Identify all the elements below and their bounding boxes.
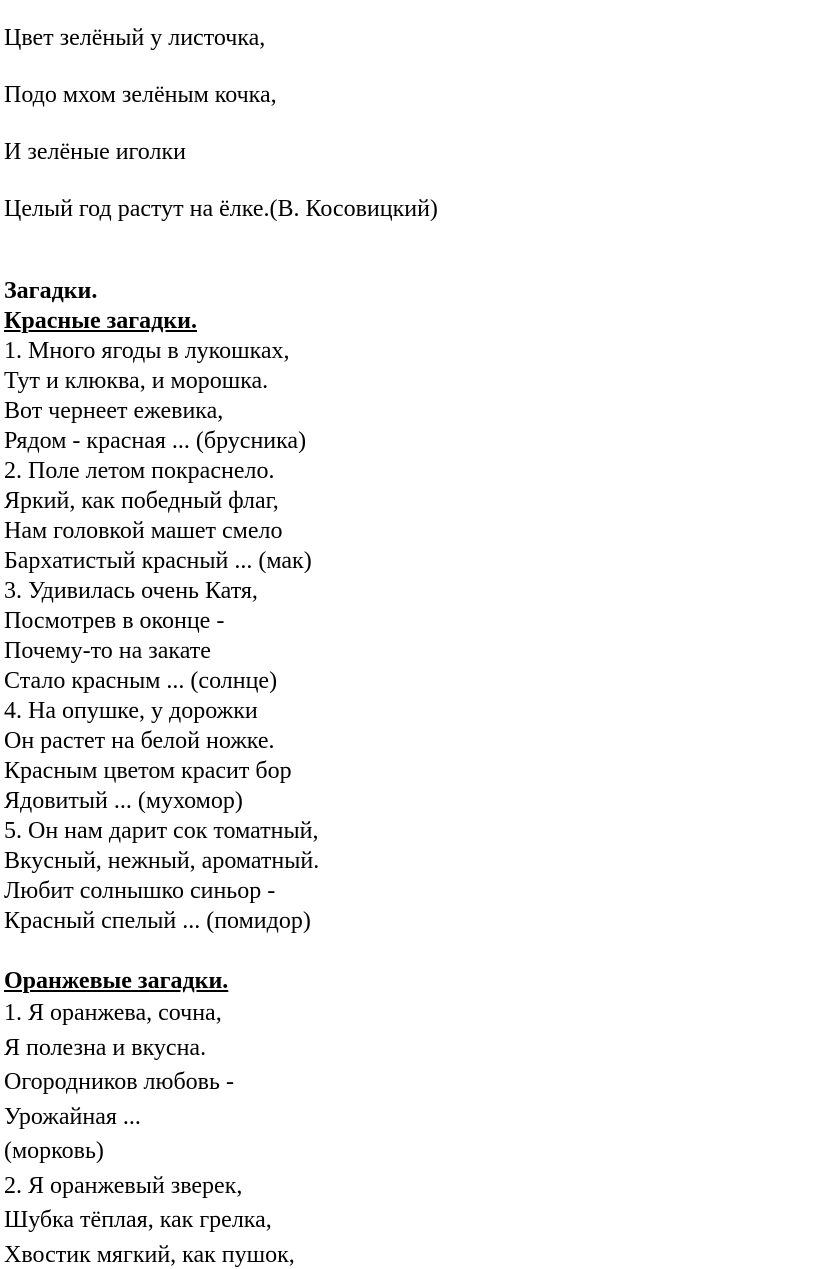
riddle-line: 1. Я оранжева, сочна,	[4, 1000, 222, 1026]
riddle-line: 1. Много ягоды в лукошках,	[4, 338, 290, 364]
section-gap	[4, 936, 796, 966]
riddle-line: Вкусный, нежный, ароматный.	[4, 848, 320, 874]
riddle-line: Нам головкой машет смело	[4, 518, 283, 544]
riddle-line: Посмотрев в оконце -	[4, 608, 225, 634]
riddle-line: 3. Удивилась очень Катя,	[4, 578, 258, 604]
riddle-line: Хвостик мягкий, как пушок,	[4, 1241, 295, 1268]
riddle-line: 4. На опушке, у дорожки	[4, 698, 258, 724]
riddle-line: Любит солнышко синьор -	[4, 878, 276, 904]
section-gap	[4, 238, 796, 276]
riddle-line: (морковь)	[4, 1138, 104, 1164]
poem-line: Цвет зелёный у листочка,	[4, 25, 266, 51]
riddle-line: Красный спелый ... (помидор)	[4, 908, 311, 934]
riddle-line: Почему-то на закате	[4, 638, 211, 664]
riddle-line: Он растет на белой ножке.	[4, 728, 275, 754]
orange-riddles-heading: Оранжевые загадки.	[4, 968, 229, 994]
riddle-line: Урожайная ...	[4, 1103, 141, 1130]
red-riddles-heading: Красные загадки.	[4, 308, 197, 334]
riddles-title: Загадки.	[4, 278, 98, 304]
red-riddles-section	[4, 306, 796, 936]
riddle-line: Огородников любовь -	[4, 1069, 234, 1095]
poem-line: Подо мхом зелёным кочка,	[4, 82, 277, 108]
riddle-line: Бархатистый красный ... (мак)	[4, 548, 312, 574]
poem-line: И зелёные иголки	[4, 139, 186, 165]
riddle-line: Я полезна и вкусна.	[4, 1034, 207, 1061]
riddle-line: Вот чернеет ежевика,	[4, 398, 224, 424]
riddle-line: Яркий, как победный флаг,	[4, 488, 279, 514]
riddle-line: 2. Поле летом покраснело.	[4, 458, 275, 484]
riddle-line: 2. Я оранжевый зверек,	[4, 1172, 243, 1199]
riddle-line: 5. Он нам дарит сок томатный,	[4, 818, 319, 844]
riddle-line: Шубка тёплая, как грелка,	[4, 1207, 272, 1233]
riddle-line: Рядом - красная ... (брусника)	[4, 428, 307, 454]
riddle-line: Красным цветом красит бор	[4, 758, 292, 784]
riddle-line: Тут и клюква, и морошка.	[4, 368, 269, 394]
riddle-line: Стало красным ... (солнце)	[4, 668, 278, 694]
riddle-line: Ядовитый ... (мухомор)	[4, 788, 243, 814]
poem-line: Целый год растут на ёлке.(В. Косовицкий)	[4, 196, 438, 222]
orange-riddles-section	[4, 966, 796, 1269]
green-poem	[4, 10, 796, 238]
